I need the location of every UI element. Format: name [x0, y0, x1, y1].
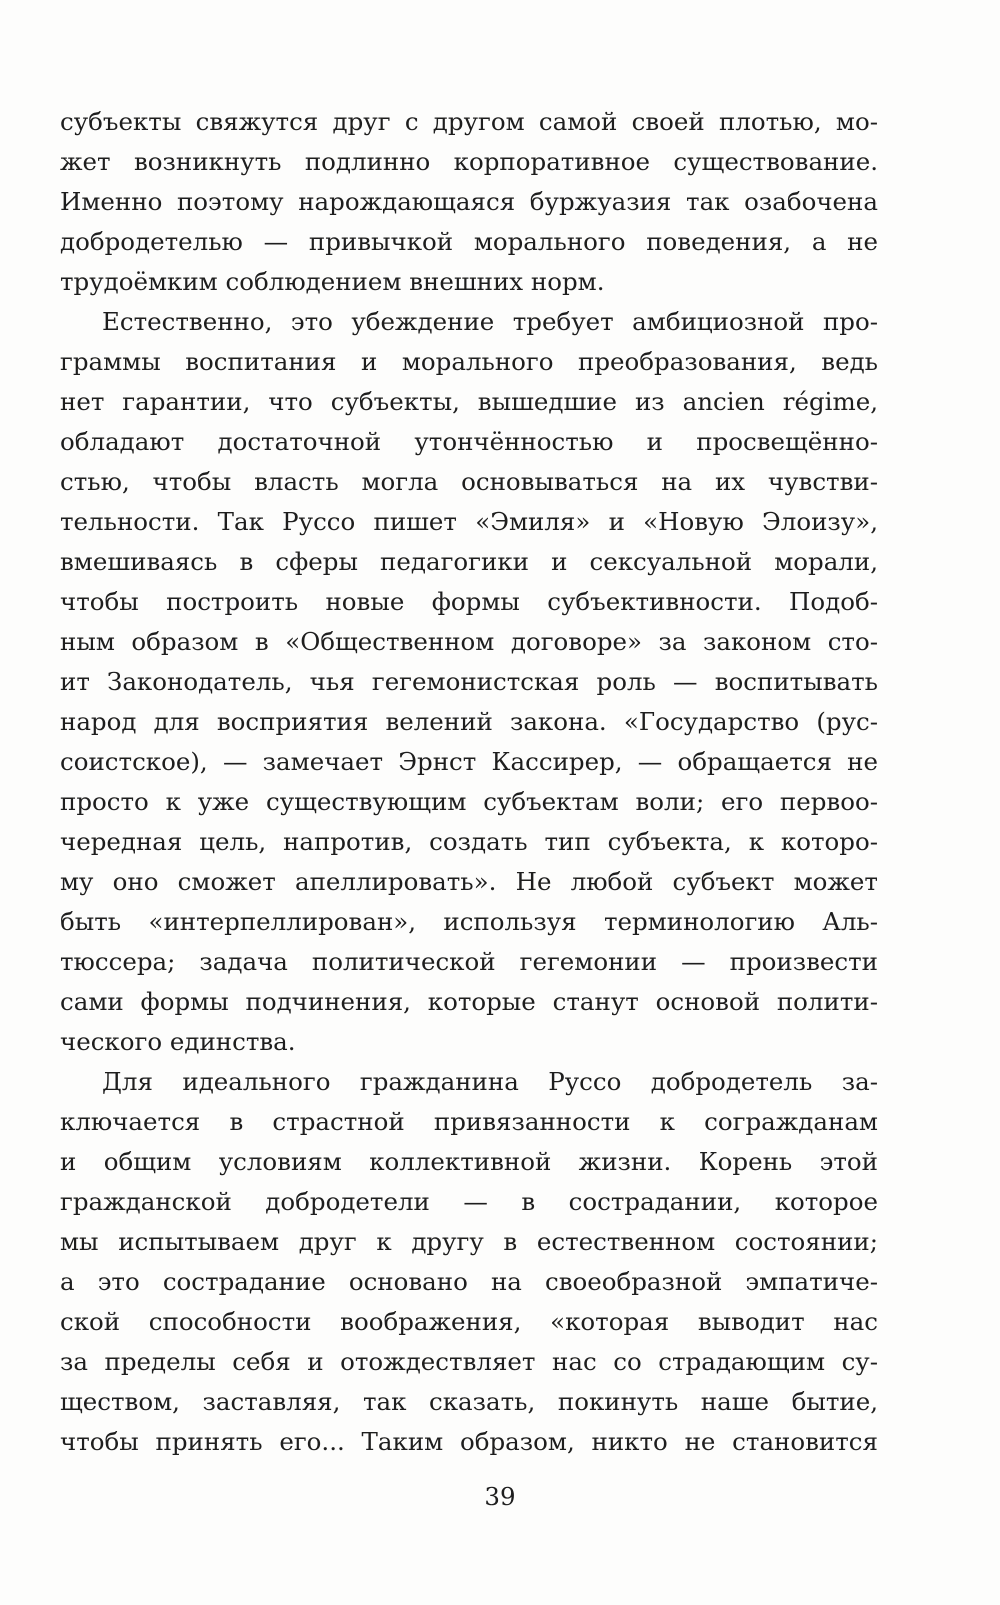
- text-line: тельности. Так Руссо пишет «Эмиля» и «Новую Элоизу»,: [60, 507, 878, 536]
- text-line: добродетелью — привычкой морального поведения, а не: [60, 227, 878, 256]
- text-line: нет гарантии, что субъекты, вышедшие из ancien régime,: [60, 387, 878, 416]
- text-line: вмешиваясь в сферы педагогики и сексуальной морали,: [60, 547, 878, 576]
- text-line: ществом, заставляя, так сказать, покинуть наше бытие,: [60, 1387, 878, 1416]
- text-line: Естественно, это убеждение требует амбициозной про-: [102, 307, 878, 336]
- text-line: субъекты свяжутся друг с другом самой своей плотью, мо-: [60, 107, 878, 136]
- text-line: трудоёмким соблюдением внешних норм.: [60, 267, 605, 296]
- text-line: за пределы себя и отождествляет нас со страдающим су-: [60, 1347, 878, 1376]
- text-line: и общим условиям коллективной жизни. Корень этой: [60, 1147, 878, 1176]
- page-number: 39: [484, 1482, 516, 1511]
- text-line: сами формы подчинения, которые станут основой полити-: [60, 987, 878, 1016]
- paragraph-2: [60, 302, 878, 1062]
- text-line: обладают достаточной утончённостью и просвещённо-: [60, 427, 878, 456]
- text-line: чтобы построить новые формы субъективности. Подоб-: [60, 587, 878, 616]
- paragraph-1: [60, 102, 878, 302]
- text-line: ным образом в «Общественном договоре» за законом сто-: [60, 627, 878, 656]
- text-line: ской способности воображения, «которая выводит нас: [60, 1307, 878, 1336]
- text-line: Для идеального гражданина Руссо добродетель за-: [102, 1067, 878, 1096]
- text-line: гражданской добродетели — в сострадании, которое: [60, 1187, 878, 1216]
- text-line: а это сострадание основано на своеобразной эмпатиче-: [60, 1267, 878, 1296]
- text-line: соистское), — замечает Эрнст Кассирер, — обращается не: [60, 747, 878, 776]
- text-line: ит Законодатель, чья гегемонистская роль — воспитывать: [60, 667, 878, 696]
- text-line: стью, чтобы власть могла основываться на их чувстви-: [60, 467, 878, 496]
- paragraph-3: [60, 1062, 878, 1462]
- text-line: чередная цель, напротив, создать тип субъекта, к которо-: [60, 827, 878, 856]
- text-line: быть «интерпеллирован», используя терминологию Аль-: [60, 907, 878, 936]
- body-text: [60, 102, 878, 1462]
- text-line: просто к уже существующим субъектам воли; его первоо-: [60, 787, 878, 816]
- text-line: ключается в страстной привязанности к согражданам: [60, 1107, 878, 1136]
- text-line: чтобы принять его... Таким образом, никто не становится: [60, 1427, 878, 1456]
- text-line: мы испытываем друг к другу в естественном состоянии;: [60, 1227, 878, 1256]
- text-line: граммы воспитания и морального преобразования, ведь: [60, 347, 878, 376]
- text-line: тюссера; задача политической гегемонии — произвести: [60, 947, 878, 976]
- text-line: му оно сможет апеллировать». Не любой субъект может: [60, 867, 878, 896]
- text-line: Именно поэтому нарождающаяся буржуазия так озабочена: [60, 187, 878, 216]
- text-line: ческого единства.: [60, 1027, 296, 1056]
- text-line: народ для восприятия велений закона. «Государство (рус-: [60, 707, 878, 736]
- text-line: жет возникнуть подлинно корпоративное существование.: [60, 147, 878, 176]
